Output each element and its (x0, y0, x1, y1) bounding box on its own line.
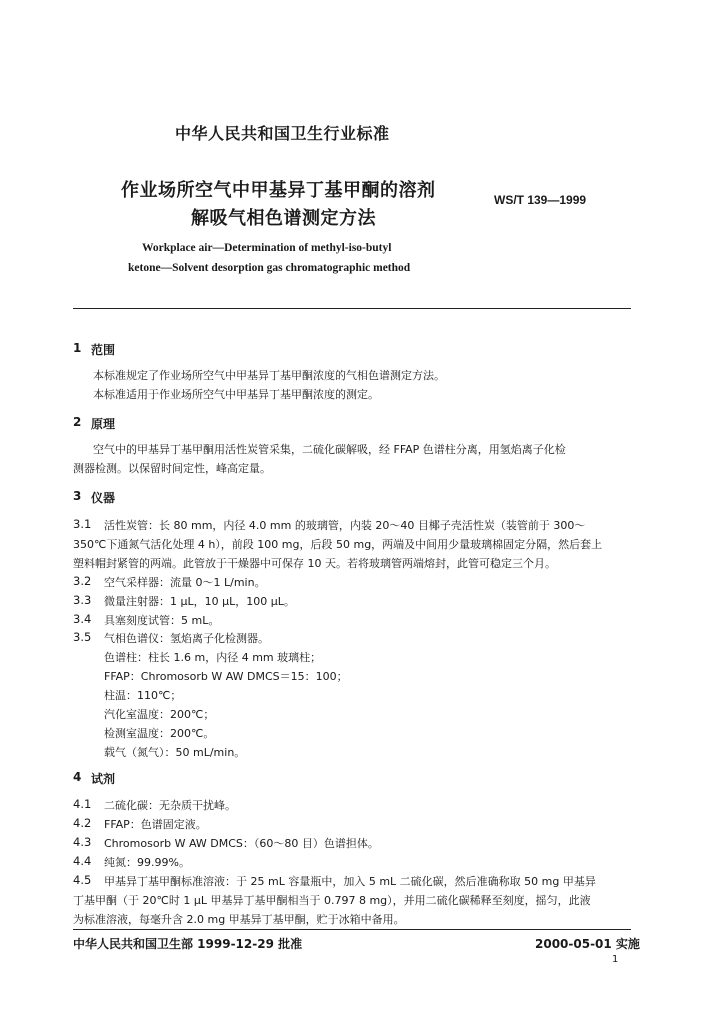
section-3-number: 3 (73, 489, 82, 503)
english-title-line-1: Workplace air—Determination of methyl-iso-butyl (142, 242, 392, 254)
item-3-5-number: 3.5 (73, 630, 92, 644)
item-4-4-number: 4.4 (73, 854, 92, 868)
item-4-3-text: Chromosorb W AW DMCS：（60～80 目）色谱担体。 (104, 837, 379, 850)
item-4-5-line-2: 丁基甲酮（于 20℃时 1 μL 甲基异丁基甲酮相当于 0.797 8 mg），并用二硫化碳稀释至刻度，摇匀，此液 (73, 894, 591, 907)
section-1-number: 1 (73, 341, 82, 355)
item-4-2-number: 4.2 (73, 816, 92, 830)
item-3-5-column: 色谱柱：柱长 1.6 m，内径 4 mm 玻璃柱； (104, 651, 322, 664)
footer-divider (73, 929, 631, 930)
item-3-2-text: 空气采样器：流量 0～1 L/min。 (104, 576, 266, 589)
item-3-1-line-2: 350℃下通氮气活化处理 4 h），前段 100 mg，后段 50 mg，两端及中间用少量玻璃棉固定分隔，然后套上 (73, 538, 603, 551)
section-2-line-1: 空气中的甲基异丁基甲酮用活性炭管采集，二硫化碳解吸，经 FFAP 色谱柱分离，用氢焰离子化检 (93, 443, 566, 456)
item-3-1-line-1: 活性炭管：长 80 mm，内径 4.0 mm 的玻璃管，内装 20～40 目椰子壳活性炭（装管前于 300～ (104, 519, 586, 532)
section-2-number: 2 (73, 415, 82, 429)
item-3-5-text: 气相色谱仪：氢焰离子化检测器。 (104, 632, 269, 645)
section-2-title: 原理 (91, 417, 116, 431)
item-3-5-ffap: FFAP：Chromosorb W AW DMCS＝15：100； (104, 670, 348, 683)
item-3-4-text: 具塞刻度试管：5 mL。 (104, 614, 220, 627)
item-4-1-text: 二硫化碳：无杂质干扰峰。 (104, 799, 236, 812)
item-4-5-number: 4.5 (73, 873, 92, 887)
national-standard-title: 中华人民共和国卫生行业标准 (175, 124, 390, 143)
item-3-3-number: 3.3 (73, 593, 92, 607)
section-1-para-2: 本标准适用于作业场所空气中甲基异丁基甲酮浓度的测定。 (93, 388, 379, 401)
item-4-3-number: 4.3 (73, 835, 92, 849)
standard-code: WS/T 139—1999 (494, 193, 587, 207)
item-3-1-line-3: 塑料帽封紧管的两端。此管放于干燥器中可保存 10 天。若将玻璃管两端熔封，此管可稳定三个月。 (73, 557, 556, 570)
item-3-2-number: 3.2 (73, 574, 92, 588)
section-1-title: 范围 (91, 343, 116, 357)
section-3-title: 仪器 (91, 491, 116, 505)
implementation-date: 2000-05-01 实施 (535, 937, 640, 951)
document-title-line-1: 作业场所空气中甲基异丁基甲酮的溶剂 (121, 180, 436, 201)
item-4-5-line-3: 为标准溶液，每毫升含 2.0 mg 甲基异丁基甲酮，贮于冰箱中备用。 (73, 913, 405, 926)
item-3-4-number: 3.4 (73, 612, 92, 626)
item-3-5-detector-temp: 检测室温度：200℃。 (104, 727, 215, 740)
item-4-2-text: FFAP：色谱固定液。 (104, 818, 207, 831)
section-4-title: 试剂 (91, 772, 116, 786)
item-3-3-text: 微量注射器：1 μL，10 μL，100 μL。 (104, 595, 295, 608)
section-4-number: 4 (73, 770, 82, 784)
item-4-1-number: 4.1 (73, 797, 92, 811)
document-title-line-2: 解吸气相色谱测定方法 (191, 208, 376, 229)
section-1-para-1: 本标准规定了作业场所空气中甲基异丁基甲酮浓度的气相色谱测定方法。 (93, 369, 445, 382)
item-4-5-line-1: 甲基异丁基甲酮标准溶液：于 25 mL 容量瓶中，加入 5 mL 二硫化碳，然后准确称取 50 mg 甲基异 (104, 875, 596, 888)
item-3-5-vaporizer-temp: 汽化室温度：200℃； (104, 708, 215, 721)
approval-date: 中华人民共和国卫生部 1999-12-29 批准 (73, 937, 303, 951)
item-3-5-column-temp: 柱温：110℃； (104, 689, 182, 702)
item-4-4-text: 纯氮：99.99%。 (104, 856, 190, 869)
section-2-line-2: 测器检测。以保留时间定性，峰高定量。 (73, 462, 271, 475)
english-title-line-2: ketone—Solvent desorption gas chromatographic method (128, 262, 411, 274)
header-divider (73, 308, 631, 309)
item-3-1-number: 3.1 (73, 517, 92, 531)
item-3-5-carrier-gas: 载气（氮气）：50 mL/min。 (104, 746, 246, 759)
page-number: 1 (612, 954, 619, 965)
